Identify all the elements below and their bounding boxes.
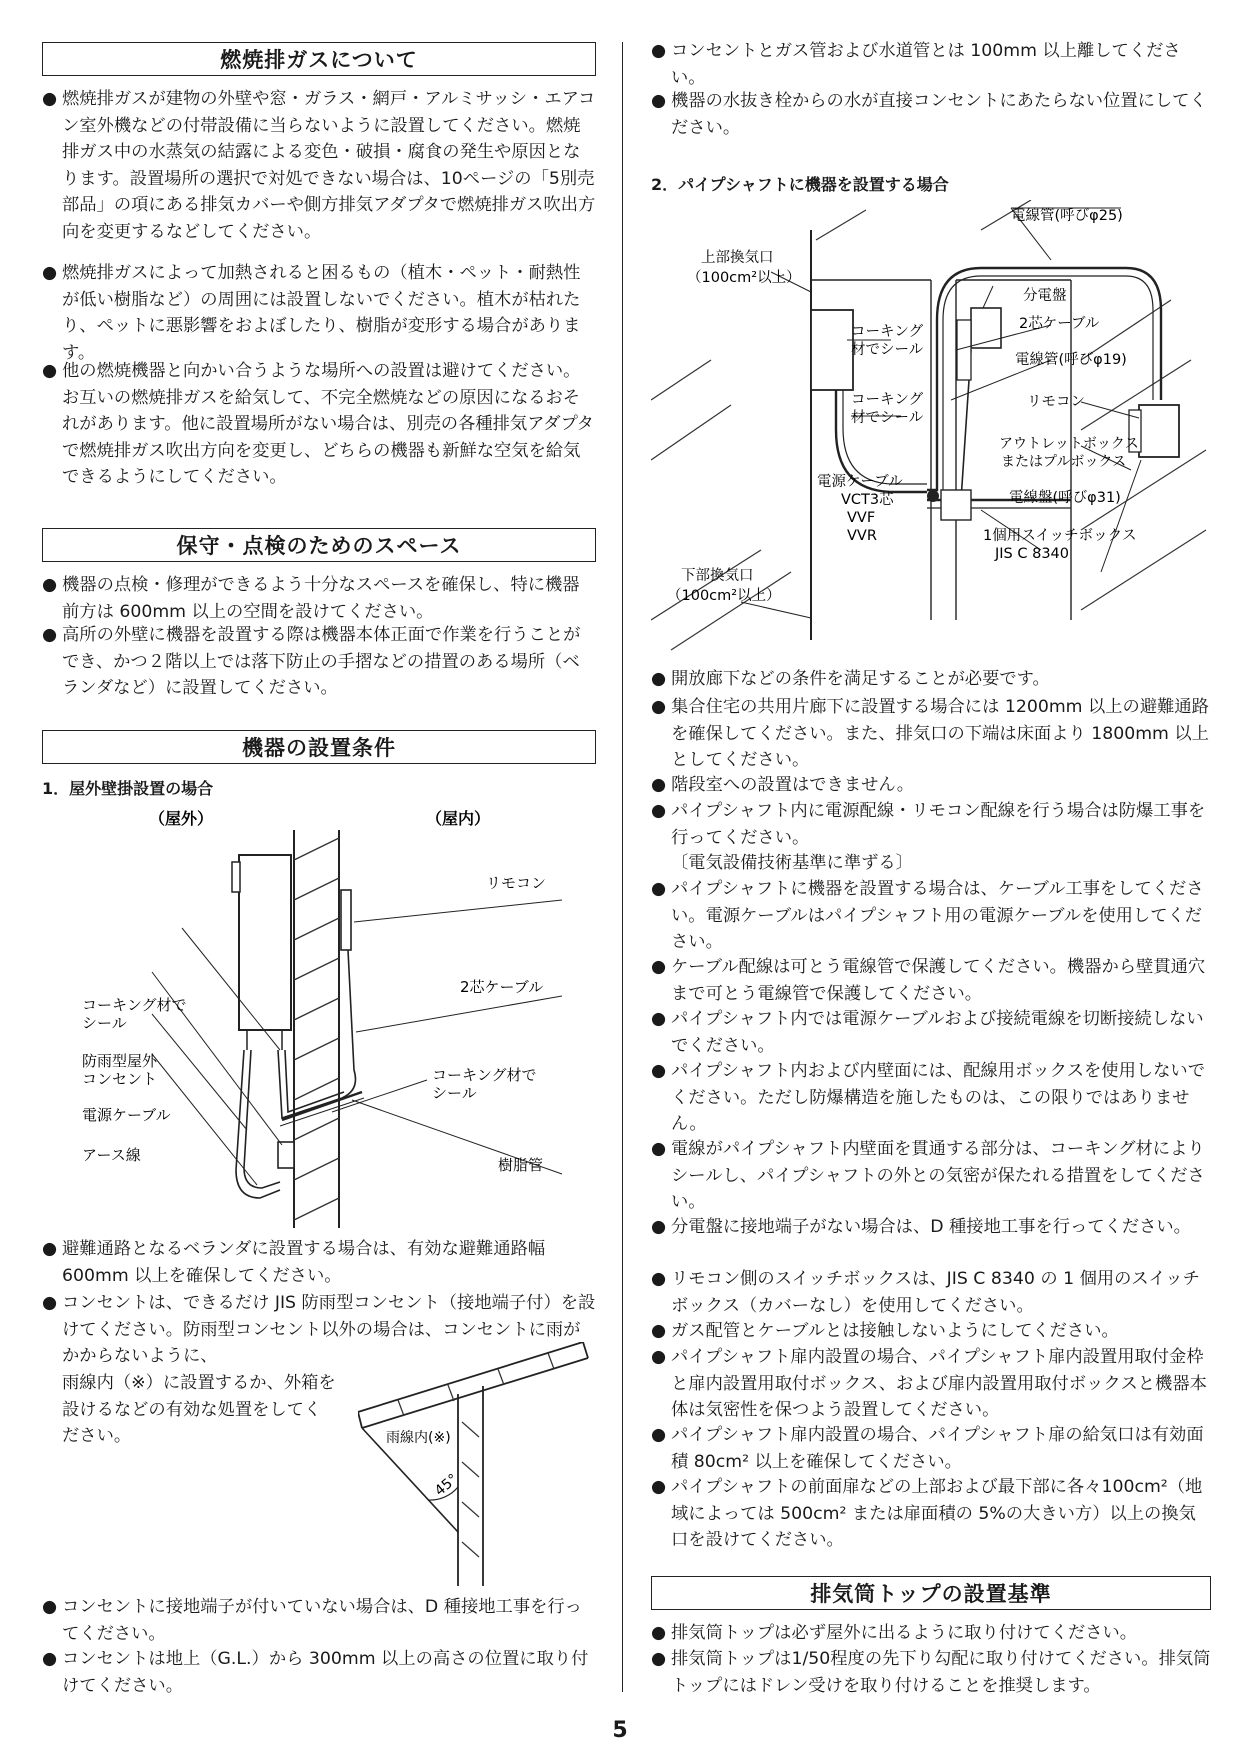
label-upper-vent: 上部換気口 [701, 250, 774, 266]
bullet-conditions-4: ● コンセントは地上（G.L.）から 300mm 以上の高さの位置に取り付けてください。 [42, 1649, 589, 1696]
section-heading-exhaust-top: 排気筒トップの設置基準 [651, 1576, 1211, 1610]
bullet-maintenance-1: ● 機器の点検・修理ができるよう十分なスペースを確保し、特に機器前方は 600mm 以上の空間を設けてください。 [42, 575, 580, 622]
bullet-right-0b: ● 機器の水抜き栓からの水が直接コンセントにあたらない位置にしてください。 [651, 91, 1207, 138]
pipe-shaft-diagram [651, 200, 1211, 660]
label-vvr: VVR [847, 528, 877, 544]
label-vct: VCT3芯 [841, 492, 894, 508]
label-2core-cable: 2芯ケーブル [460, 978, 544, 996]
label-earth-wire: アース線 [82, 1146, 141, 1164]
label-upper-vent-2: （100cm²以上） [687, 270, 801, 286]
bullet-conditions-1: ● 避難通路となるベランダに設置する場合は、有効な避難通路幅 600mm 以上を確保してください。 [42, 1239, 546, 1286]
column-divider [622, 42, 623, 1692]
bullet-right-4: ● パイプシャフト内に電源配線・リモコン配線を行う場合は防爆工事を行ってください。 [651, 801, 1206, 848]
bullet-conditions-2b: 雨線内（※）に設置するか、外箱を設けるなどの有効な処置をしてください。 [62, 1373, 336, 1446]
label-angle: 45° [431, 1471, 462, 1500]
label-caulk-b2: 材でシール [851, 410, 924, 426]
note-electrical-standard: 〔電気設備技術基準に準ずる〕 [671, 853, 913, 873]
label-outlet-box: アウトレットボックス [999, 436, 1139, 452]
subheading-wall-mount: 1．屋外壁掛設置の場合 [42, 779, 214, 798]
label-conduit19: 電線管(呼びφ19) [1015, 352, 1127, 368]
section-heading-exhaust: 燃焼排ガスについて [42, 42, 596, 76]
bullet-right-5: ● パイプシャフトに機器を設置する場合は、ケーブル工事をしてください。電源ケーブルはパイプシャフト用の電源ケーブルを使用してください。 [651, 879, 1204, 952]
label-outlet-box-2: またはプルボックス [1001, 454, 1127, 470]
bullet-exhaust-3: ● 他の燃焼機器と向かい合うような場所への設置は避けてください。お互いの燃焼排ガスを給気して、不完全燃焼などの原因になるおそれがあります。他に設置場所がない場合は、別売の各種排気アダプタで燃焼排ガス吹出方向を変更し、どちらの機器も新鮮な空気を給気できるようにしてください。 [42, 361, 594, 487]
rain-line-diagram [358, 1342, 596, 1587]
label-caulk-2b: シール [432, 1084, 477, 1102]
bullet-right-1: ● 開放廊下などの条件を満足することが必要です。 [651, 669, 1050, 689]
bullet-right-7: ● パイプシャフト内では電源ケーブルおよび接続電線を切断接続しないでください。 [651, 1009, 1204, 1056]
label-lower-vent-2: （100cm²以上） [667, 588, 781, 604]
bullet-exhaust-2: ● 燃焼排ガスによって加熱されると困るもの（植木・ペット・耐熱性が低い樹脂など）の周囲には設置しないでください。植木が枯れたり、ペットに悪影響をおよぼしたり、樹脂が変形する場合があります。 [42, 263, 581, 363]
bullet-right-3: ● 階段室への設置はできません。 [651, 775, 914, 795]
section-heading-maintenance: 保守・点検のためのスペース [42, 528, 596, 562]
bullet-right-2: ● 集合住宅の共用片廊下に設置する場合には 1200mm 以上の避難通路を確保してください。また、排気口の下端は床面より 1800mm 以上としてください。 [651, 697, 1209, 770]
bullet-maintenance-2: ● 高所の外壁に機器を設置する際は機器本体正面で作業を行うことができ、かつ２階以上では落下防止の手摺などの措置のある場所（ベランダなど）に設置してください。 [42, 625, 581, 698]
bullet-right-9: ● 電線がパイプシャフト内壁面を貫通する部分は、コーキング材によりシールし、パイプシャフトの外との気密が保たれる措置をしてください。 [651, 1139, 1205, 1212]
bullet-exhaust-1: ● 燃焼排ガスが建物の外壁や窓・ガラス・網戸・アルミサッシ・エアコン室外機などの付帯設備に当らないように設置してください。燃焼排ガス中の水蒸気の結露による変色・破損・腐食の発生や原因となります。設置場所の選択で対処できない場合は、10ページの「5別売部品」の項にある排気カバーや側方排気アダプタで燃焼排ガス吹出方向を変更するなどしてください。 [42, 89, 596, 242]
label-caulk-1: コーキング材で [82, 996, 187, 1014]
bullet-exhaust-top-2: ● 排気筒トップは1/50程度の先下り勾配に取り付けてください。排気筒トップにはドレン受けを取り付けることを推奨します。 [651, 1649, 1211, 1696]
label-switch-box: 1個用スイッチボックス [983, 528, 1137, 544]
label-caulk-b: コーキング [851, 392, 924, 408]
label-indoor: （屋内） [426, 809, 491, 828]
label-remocon: リモコン [1027, 394, 1085, 410]
label-outdoor: （屋外） [149, 809, 214, 828]
label-conduit25: 電線管(呼びφ25) [1011, 208, 1123, 224]
bullet-right-12: ● ガス配管とケーブルとは接触しないようにしてください。 [651, 1321, 1119, 1341]
label-remocon: リモコン [486, 874, 547, 892]
label-vvf: VVF [847, 510, 876, 526]
bullet-exhaust-top-1: ● 排気筒トップは必ず屋外に出るように取り付けてください。 [651, 1623, 1138, 1643]
label-conduit31: 電線盤(呼びφ31) [1009, 490, 1121, 506]
bullet-conditions-3: ● コンセントに接地端子が付いていない場合は、D 種接地工事を行ってください。 [42, 1597, 582, 1644]
label-caulk-2: コーキング材で [432, 1066, 537, 1084]
label-jis: JIS C 8340 [995, 546, 1070, 562]
label-rain-outlet-b: コンセント [82, 1070, 158, 1088]
label-rain-line: 雨線内(※) [386, 1430, 451, 1446]
label-caulk-a2: 材でシール [851, 342, 924, 358]
label-lower-vent: 下部換気口 [681, 568, 754, 584]
bullet-right-15: ● パイプシャフトの前面扉などの上部および最下部に各々100cm²（地域によっては 500cm² または扉面積の 5%の大きい方）以上の換気口を設けてください。 [651, 1477, 1203, 1550]
wall-mount-diagram [42, 800, 596, 1230]
label-caulk-a: コーキング [851, 324, 924, 340]
page-number: 5 [612, 1718, 628, 1743]
bullet-right-10: ● 分電盤に接地端子がない場合は、D 種接地工事を行ってください。 [651, 1217, 1191, 1237]
label-2core-cable: 2芯ケーブル [1019, 316, 1100, 332]
section-heading-conditions: 機器の設置条件 [42, 730, 596, 764]
label-rain-outlet: 防雨型屋外 [82, 1052, 158, 1070]
bullet-right-8: ● パイプシャフト内および内壁面には、配線用ボックスを使用しないでください。ただし防爆構造を施したものは、この限りではありません。 [651, 1061, 1205, 1134]
bullet-right-0a: ● コンセントとガス管および水道管とは 100mm 以上離してください。 [651, 41, 1181, 88]
bullet-right-6: ● ケーブル配線は可とう電線管で保護してください。機器から壁貫通穴まで可とう電線管で保護してください。 [651, 957, 1206, 1004]
subheading-pipe-shaft: 2．パイプシャフトに機器を設置する場合 [651, 175, 949, 194]
bullet-right-11: ● リモコン側のスイッチボックスは、JIS C 8340 の 1 個用のスイッチボックス（カバーなし）を使用してください。 [651, 1269, 1200, 1316]
label-power-cable: 電源ケーブル [817, 474, 903, 490]
label-power-cable: 電源ケーブル [82, 1106, 171, 1124]
bullet-right-14: ● パイプシャフト扉内設置の場合、パイプシャフト扉の給気口は有効面積 80cm² 以上を確保してください。 [651, 1425, 1204, 1472]
bullet-right-13: ● パイプシャフト扉内設置の場合、パイプシャフト扉内設置用取付金枠と扉内設置用取付ボックス、および扉内設置用取付ボックスと機器本体は気密性を保つよう設置してください。 [651, 1347, 1207, 1420]
label-panel: 分電盤 [1023, 288, 1067, 304]
label-caulk-1b: シール [82, 1014, 127, 1032]
label-resin-pipe: 樹脂管 [498, 1156, 544, 1174]
bullet-conditions-2a: ● コンセントは、できるだけ JIS 防雨型コンセント（接地端子付）を設けてください。防雨型コンセント以外の場合は、コンセントに雨がかからないように、 [42, 1293, 596, 1366]
